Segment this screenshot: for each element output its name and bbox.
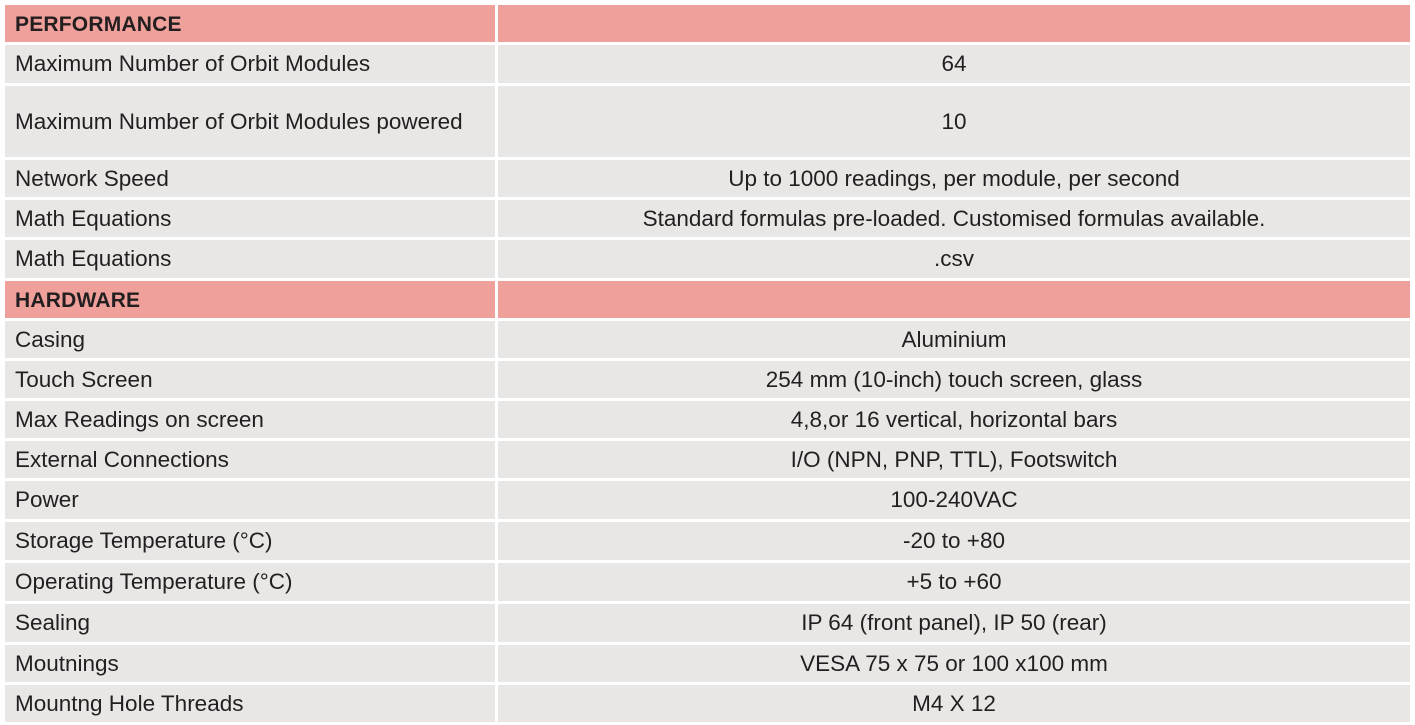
spec-value: IP 64 (front panel), IP 50 (rear) (498, 604, 1410, 642)
table-row (5, 45, 1410, 83)
section-header-hardware (5, 281, 1410, 318)
spec-label: Casing (5, 321, 495, 358)
table-row (5, 86, 1410, 157)
spec-value: 10 (498, 86, 1410, 157)
spec-label: Max Readings on screen (5, 401, 495, 438)
spec-value: +5 to +60 (498, 563, 1410, 601)
spec-value: Standard formulas pre-loaded. Customised formulas available. (498, 200, 1410, 237)
spec-value: 4,8,or 16 vertical, horizontal bars (498, 401, 1410, 438)
spec-label: Storage Temperature (°C) (5, 522, 495, 560)
spec-label: Touch Screen (5, 361, 495, 398)
table-row (5, 200, 1410, 237)
spec-label: External Connections (5, 441, 495, 478)
spec-value: VESA 75 x 75 or 100 x100 mm (498, 645, 1410, 682)
section-header-performance (5, 5, 1410, 42)
table-row (5, 441, 1410, 478)
table-row (5, 361, 1410, 398)
spec-value: .csv (498, 240, 1410, 278)
spec-value: Up to 1000 readings, per module, per second (498, 160, 1410, 197)
spec-label: Maximum Number of Orbit Modules (5, 45, 495, 83)
table-row (5, 604, 1410, 642)
table-row (5, 685, 1410, 722)
table-row (5, 160, 1410, 197)
spec-value: M4 X 12 (498, 685, 1410, 722)
table-row (5, 563, 1410, 601)
section-title: PERFORMANCE (5, 5, 495, 42)
section-header-blank (498, 5, 1410, 42)
section-header-blank (498, 281, 1410, 318)
spec-value: 254 mm (10-inch) touch screen, glass (498, 361, 1410, 398)
spec-label: Power (5, 481, 495, 519)
spec-label: Sealing (5, 604, 495, 642)
spec-value: -20 to +80 (498, 522, 1410, 560)
spec-label: Network Speed (5, 160, 495, 197)
section-title: HARDWARE (5, 281, 495, 318)
spec-label: Math Equations (5, 200, 495, 237)
spec-label: Math Equations (5, 240, 495, 278)
spec-label: Operating Temperature (°C) (5, 563, 495, 601)
spec-label: Mountng Hole Threads (5, 685, 495, 722)
table-row (5, 240, 1410, 278)
table-row (5, 481, 1410, 519)
spec-value: I/O (NPN, PNP, TTL), Footswitch (498, 441, 1410, 478)
spec-value: Aluminium (498, 321, 1410, 358)
spec-label: Maximum Number of Orbit Modules powered (5, 86, 495, 157)
table-row (5, 321, 1410, 358)
table-row (5, 522, 1410, 560)
spec-table (5, 5, 1410, 725)
table-row (5, 401, 1410, 438)
spec-label: Moutnings (5, 645, 495, 682)
spec-value: 100-240VAC (498, 481, 1410, 519)
table-row (5, 645, 1410, 682)
spec-value: 64 (498, 45, 1410, 83)
